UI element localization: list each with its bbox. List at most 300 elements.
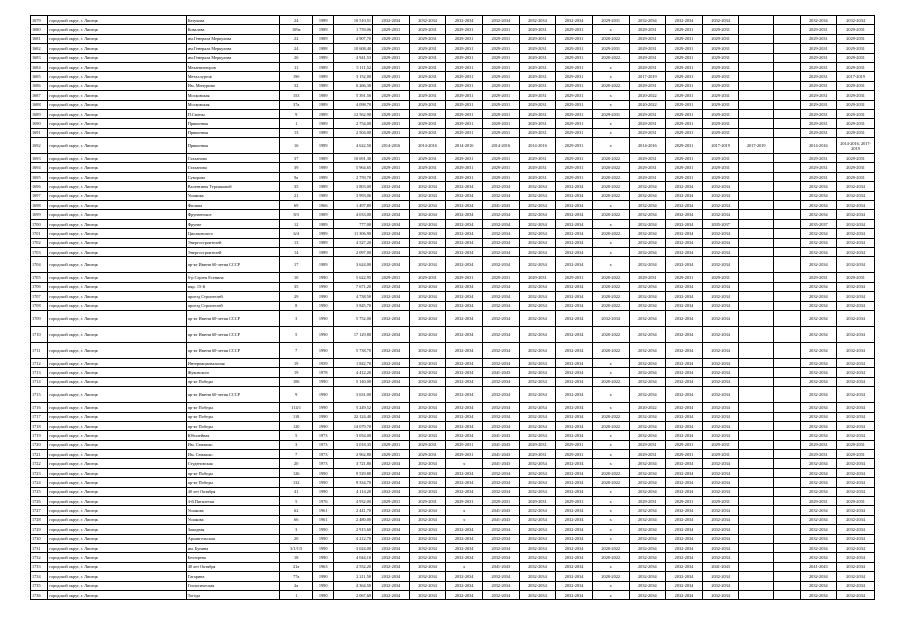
repair-period-cell <box>774 229 800 238</box>
repair-period-cell: х <box>592 590 629 599</box>
area-cell: 3 018,35 <box>334 440 373 449</box>
repair-period-cell: 2032-2034 <box>519 282 556 291</box>
repair-period-cell: 2032-2034 <box>702 377 739 386</box>
repair-period-cell: 2029-2031 <box>837 497 875 506</box>
repair-period-cell: 2029-2031 <box>629 273 666 282</box>
build-year-cell: 1989 <box>312 172 333 181</box>
house-number-cell: 19б <box>280 72 313 81</box>
repair-period-cell: 2020-2022 <box>592 163 629 172</box>
repair-period-cell: 2029-2031 <box>702 109 739 118</box>
repair-period-cell: 2029-2031 <box>482 119 519 128</box>
repair-period-cell: 2029-2031 <box>702 119 739 128</box>
street-cell: пр-кт Имени 60-летия СССР <box>186 257 280 273</box>
repair-period-cell: 2029-2031 <box>837 154 875 163</box>
table-row <box>31 534 875 543</box>
street-cell: Приконная <box>186 119 280 128</box>
house-number-cell: 106 <box>280 377 313 386</box>
row-number-cell: 1712 <box>31 358 48 367</box>
row-number-cell: 1725 <box>31 487 48 496</box>
repair-period-cell: 2032-2034 <box>519 292 556 301</box>
area-cell: 2 915,60 <box>334 525 373 534</box>
municipality-cell: городской округ, г. Липецк <box>48 72 186 81</box>
repair-period-cell: 2032-2034 <box>409 459 446 468</box>
repair-period-cell <box>774 81 800 90</box>
repair-period-cell <box>774 34 800 43</box>
table-row <box>31 342 875 358</box>
repair-period-cell: 2029-2031 <box>666 44 703 53</box>
table-row <box>31 515 875 524</box>
build-year-cell: 1989 <box>312 247 333 256</box>
repair-period-cell: 2041-2043 <box>482 431 519 440</box>
street-cell: им.Генерала Меркулова <box>186 53 280 62</box>
row-number-cell: 1732 <box>31 553 48 562</box>
repair-period-cell: 2029-2031 <box>666 119 703 128</box>
repair-period-cell: 2032-2034 <box>519 201 556 210</box>
repair-period-cell <box>739 53 774 62</box>
repair-period-cell: х <box>592 515 629 524</box>
house-number-cell: 3 <box>280 310 313 326</box>
house-number-cell: 17 <box>280 257 313 273</box>
repair-period-cell: 2032-2034 <box>519 342 556 358</box>
house-number-cell: 24 <box>280 16 313 25</box>
repair-period-cell: 2032-2034 <box>800 468 837 477</box>
repair-period-cell: 2029-2031 <box>556 138 593 154</box>
street-cell: Западная <box>186 525 280 534</box>
table-row <box>31 273 875 282</box>
repair-period-cell <box>774 450 800 459</box>
repair-period-cell: 2032-2034 <box>446 282 483 291</box>
repair-period-cell <box>774 53 800 62</box>
repair-period-cell: 2032-2034 <box>666 581 703 590</box>
area-cell: 17 129,80 <box>334 326 373 342</box>
repair-period-cell <box>774 478 800 487</box>
repair-period-cell: 2032-2034 <box>519 182 556 191</box>
table-row <box>31 358 875 367</box>
repair-period-cell <box>774 182 800 191</box>
house-number-cell: 3 <box>280 525 313 534</box>
table-row <box>31 238 875 247</box>
repair-period-cell: 2032-2034 <box>409 387 446 403</box>
table-row <box>31 154 875 163</box>
build-year-cell: 1989 <box>312 128 333 137</box>
repair-period-cell <box>774 238 800 247</box>
repair-period-cell: 2032-2034 <box>373 431 410 440</box>
repair-period-cell: 2029-2031 <box>837 163 875 172</box>
repair-period-cell: 2029-2031 <box>446 128 483 137</box>
repair-period-cell: 2029-2031 <box>800 81 837 90</box>
house-number-cell: 77а <box>280 572 313 581</box>
build-year-cell: 1989 <box>312 109 333 118</box>
table-row <box>31 247 875 256</box>
repair-period-cell: 2032-2034 <box>373 358 410 367</box>
repair-period-cell: 2020-2022 <box>592 468 629 477</box>
repair-period-cell: 2029-2031 <box>837 25 875 34</box>
repair-period-cell: 2032-2034 <box>482 468 519 477</box>
repair-period-cell: 2029-2031 <box>800 163 837 172</box>
repair-period-cell: 2014-2016 <box>409 138 446 154</box>
table-row <box>31 191 875 200</box>
area-cell: 4 033,00 <box>334 210 373 219</box>
repair-period-cell: 2032-2034 <box>409 238 446 247</box>
repair-period-cell: 2029-2031 <box>629 25 666 34</box>
repair-period-cell: 2020-2022 <box>592 412 629 421</box>
repair-period-cell: х <box>592 91 629 100</box>
municipality-cell: городской округ, г. Липецк <box>48 282 186 291</box>
repair-period-cell: 2029-2031 <box>482 497 519 506</box>
repair-period-cell <box>774 219 800 228</box>
repair-period-cell: х <box>446 506 483 515</box>
build-year-cell: 1966 <box>312 201 333 210</box>
house-number-cell: 9а <box>280 172 313 181</box>
repair-period-cell: 2032-2034 <box>837 292 875 301</box>
municipality-cell: городской округ, г. Липецк <box>48 358 186 367</box>
repair-period-cell: 2032-2034 <box>800 515 837 524</box>
area-cell: 2 759,70 <box>334 172 373 181</box>
repair-period-cell: 2032-2034 <box>373 487 410 496</box>
repair-period-cell: 2029-2031 <box>409 62 446 71</box>
repair-period-cell: 2041-2043 <box>702 562 739 571</box>
repair-period-cell <box>739 497 774 506</box>
area-cell: 4 527,20 <box>334 238 373 247</box>
build-year-cell: 1990 <box>312 478 333 487</box>
repair-period-cell: 2032-2034 <box>519 562 556 571</box>
repair-period-cell: 2032-2034 <box>666 534 703 543</box>
repair-period-cell: 2032-2034 <box>519 468 556 477</box>
repair-period-cell: 2029-2031 <box>373 273 410 282</box>
repair-period-cell: 2029-2031 <box>446 172 483 181</box>
table-row <box>31 91 875 100</box>
repair-period-cell: 2032-2034 <box>446 387 483 403</box>
row-number-cell: 1714 <box>31 377 48 386</box>
row-number-cell: 1723 <box>31 468 48 477</box>
row-number-cell: 1686 <box>31 81 48 90</box>
street-cell: 40 лет Октября <box>186 487 280 496</box>
build-year-cell: 1990 <box>312 572 333 581</box>
repair-period-cell: 2029-2031 <box>373 25 410 34</box>
repair-period-cell: 2029-2031 <box>373 450 410 459</box>
repair-period-cell: 2032-2034 <box>702 590 739 599</box>
house-number-cell: 39 <box>280 163 313 172</box>
repair-period-cell: 2032-2034 <box>556 525 593 534</box>
table-row <box>31 377 875 386</box>
repair-period-cell: 2032-2034 <box>666 292 703 301</box>
street-cell: пр-кт Имени 60-летия СССР <box>186 342 280 358</box>
repair-period-cell: 2029-2031 <box>409 81 446 90</box>
build-year-cell: 1990 <box>312 553 333 562</box>
repair-period-cell: 2032-2034 <box>629 326 666 342</box>
repair-period-cell: 2032-2034 <box>592 310 629 326</box>
repair-period-cell: 2032-2034 <box>702 553 739 562</box>
repair-period-cell: 2032-2034 <box>482 590 519 599</box>
row-number-cell: 1722 <box>31 459 48 468</box>
repair-period-cell: 2029-2031 <box>556 154 593 163</box>
street-cell: Московская <box>186 91 280 100</box>
repair-period-cell: 2020-2022 <box>592 292 629 301</box>
build-year-cell: 1989 <box>312 91 333 100</box>
repair-period-cell: 2032-2034 <box>666 282 703 291</box>
repair-period-cell: 2032-2034 <box>556 431 593 440</box>
repair-period-cell: 2032-2034 <box>837 229 875 238</box>
house-number-cell: 19 <box>280 358 313 367</box>
repair-period-cell: х <box>592 525 629 534</box>
repair-period-cell: 2032-2034 <box>629 301 666 310</box>
repair-period-cell: 2029-2031 <box>666 138 703 154</box>
table-row <box>31 368 875 377</box>
repair-period-cell: 2029-2031 <box>592 16 629 25</box>
municipality-cell: городской округ, г. Липецк <box>48 377 186 386</box>
repair-period-cell <box>774 515 800 524</box>
municipality-cell: городской округ, г. Липецк <box>48 497 186 506</box>
repair-period-cell: 2032-2034 <box>409 572 446 581</box>
repair-period-cell <box>774 534 800 543</box>
repair-period-cell: 2032-2034 <box>409 342 446 358</box>
repair-period-cell <box>739 515 774 524</box>
repair-period-cell: 2032-2034 <box>556 326 593 342</box>
repair-period-cell: 2032-2034 <box>800 421 837 430</box>
house-number-cell: 8 <box>280 301 313 310</box>
municipality-cell: городской округ, г. Липецк <box>48 62 186 71</box>
build-year-cell: 1989 <box>312 182 333 191</box>
repair-period-cell <box>739 238 774 247</box>
repair-period-cell <box>739 581 774 590</box>
repair-period-cell: 2029-2031 <box>519 72 556 81</box>
table-row <box>31 128 875 137</box>
repair-period-cell: 2029-2031 <box>373 119 410 128</box>
repair-period-cell: 2029-2031 <box>409 497 446 506</box>
repair-period-cell: 2029-2031 <box>482 172 519 181</box>
repair-period-cell: 2032-2034 <box>702 191 739 200</box>
house-number-cell: 5 <box>280 431 313 440</box>
house-number-cell: 16 <box>280 138 313 154</box>
repair-period-cell: 2032-2034 <box>482 282 519 291</box>
repair-period-cell <box>739 525 774 534</box>
repair-period-cell: 2029-2031 <box>702 497 739 506</box>
repair-period-cell: 2032-2034 <box>837 326 875 342</box>
area-cell: 5 391,50 <box>334 91 373 100</box>
repair-period-cell <box>774 273 800 282</box>
street-cell: им.Генерала Меркулова <box>186 34 280 43</box>
repair-period-cell: 2032-2034 <box>519 210 556 219</box>
repair-period-cell: 2032-2034 <box>409 292 446 301</box>
row-number-cell: 1736 <box>31 590 48 599</box>
row-number-cell: 1695 <box>31 172 48 181</box>
repair-period-cell: 2032-2034 <box>800 581 837 590</box>
area-cell: 1 739,06 <box>334 25 373 34</box>
repair-period-cell <box>739 342 774 358</box>
row-number-cell: 1694 <box>31 163 48 172</box>
repair-period-cell: 2032-2034 <box>556 257 593 273</box>
repair-period-cell: х <box>592 368 629 377</box>
street-cell: Стаханова <box>186 154 280 163</box>
repair-period-cell: 2032-2034 <box>666 182 703 191</box>
repair-period-cell <box>739 229 774 238</box>
repair-period-cell <box>739 450 774 459</box>
repair-period-cell: 2029-2031 <box>409 53 446 62</box>
repair-period-cell: 2017-2019 <box>837 72 875 81</box>
repair-period-cell <box>739 412 774 421</box>
house-number-cell: 22 <box>280 34 313 43</box>
repair-period-cell: 2029-2031 <box>373 91 410 100</box>
repair-period-cell: 2032-2034 <box>556 368 593 377</box>
repair-period-cell <box>774 581 800 590</box>
repair-period-cell: 2032-2034 <box>837 387 875 403</box>
area-cell: 4 738,50 <box>334 292 373 301</box>
house-number-cell: 5 <box>280 326 313 342</box>
repair-period-cell: 2029-2031 <box>629 172 666 181</box>
build-year-cell: 1989 <box>312 257 333 273</box>
build-year-cell: 1989 <box>312 72 333 81</box>
build-year-cell: 1989 <box>312 138 333 154</box>
repair-period-cell: 2032-2034 <box>373 282 410 291</box>
house-number-cell: 118 <box>280 412 313 421</box>
repair-period-cell: 2029-2031 <box>409 450 446 459</box>
row-number-cell: 1691 <box>31 128 48 137</box>
repair-period-cell: 2029-2031 <box>666 81 703 90</box>
repair-period-cell <box>739 506 774 515</box>
street-cell: им. Бунина <box>186 543 280 552</box>
repair-period-cell: 2032-2034 <box>666 326 703 342</box>
repair-period-cell: х <box>592 100 629 109</box>
repair-period-cell: 2032-2034 <box>702 581 739 590</box>
repair-period-cell: 2029-2031 <box>446 44 483 53</box>
house-number-cell: 21 <box>280 191 313 200</box>
municipality-cell: городской округ, г. Липецк <box>48 119 186 128</box>
street-cell: проезд Строителей <box>186 292 280 301</box>
repair-period-cell: 2032-2034 <box>519 581 556 590</box>
repair-period-cell: 2032-2034 <box>373 247 410 256</box>
repair-period-cell: 2029-2031 <box>800 62 837 71</box>
row-number-cell: 1724 <box>31 478 48 487</box>
repair-period-cell: 2029-2031 <box>482 128 519 137</box>
area-cell: 11 306,90 <box>334 229 373 238</box>
row-number-cell: 1716 <box>31 403 48 412</box>
repair-period-cell: 2029-2031 <box>409 273 446 282</box>
repair-period-cell <box>739 387 774 403</box>
repair-period-cell: 2032-2034 <box>666 201 703 210</box>
municipality-cell: городской округ, г. Липецк <box>48 310 186 326</box>
street-cell: Архангельская <box>186 534 280 543</box>
build-year-cell: 1990 <box>312 487 333 496</box>
area-cell: 3 721,80 <box>334 459 373 468</box>
street-cell: пр-кт Имени 60-летия СССР <box>186 387 280 403</box>
build-year-cell: 1990 <box>312 377 333 386</box>
repair-period-cell: 2032-2034 <box>800 342 837 358</box>
repair-period-cell: 2032-2034 <box>702 201 739 210</box>
repair-period-cell: 2032-2034 <box>409 581 446 590</box>
repair-period-cell: 2032-2034 <box>837 210 875 219</box>
repair-period-cell: 2029-2031 <box>666 62 703 71</box>
repair-period-cell: 2032-2034 <box>837 238 875 247</box>
row-number-cell: 1683 <box>31 53 48 62</box>
repair-period-cell: 2032-2034 <box>702 421 739 430</box>
municipality-cell: городской округ, г. Липецк <box>48 440 186 449</box>
repair-period-cell: 2032-2034 <box>519 590 556 599</box>
house-number-cell: 3 <box>280 440 313 449</box>
area-cell: 2 754,00 <box>334 119 373 128</box>
repair-period-cell: 2032-2034 <box>666 247 703 256</box>
repair-period-cell <box>739 81 774 90</box>
repair-period-cell: 2032-2034 <box>409 16 446 25</box>
municipality-cell: городской округ, г. Липецк <box>48 25 186 34</box>
repair-period-cell: 2020-2022 <box>629 91 666 100</box>
municipality-cell: городской округ, г. Липецк <box>48 459 186 468</box>
build-year-cell: 1976 <box>312 497 333 506</box>
repair-period-cell: 2032-2034 <box>629 431 666 440</box>
table-row <box>31 182 875 191</box>
repair-period-cell: 2029-2031 <box>373 497 410 506</box>
row-number-cell: 1699 <box>31 210 48 219</box>
municipality-cell: городской округ, г. Липецк <box>48 431 186 440</box>
repair-period-cell: 2032-2034 <box>837 478 875 487</box>
repair-period-cell: 2032-2034 <box>666 368 703 377</box>
repair-period-cell <box>774 525 800 534</box>
municipality-cell: городской округ, г. Липецк <box>48 581 186 590</box>
repair-period-cell: 2029-2031 <box>800 440 837 449</box>
row-number-cell: 1735 <box>31 581 48 590</box>
repair-period-cell: 2029-2031 <box>446 119 483 128</box>
repair-period-cell: 2029-2031 <box>837 53 875 62</box>
table-row <box>31 525 875 534</box>
build-year-cell: 1959 <box>312 358 333 367</box>
repair-period-cell: 2032-2034 <box>446 191 483 200</box>
repair-period-cell: 2032-2034 <box>666 229 703 238</box>
repair-period-cell: 2032-2034 <box>446 257 483 273</box>
repair-period-cell: 2029-2031 <box>556 172 593 181</box>
repair-period-cell: 2029-2031 <box>800 497 837 506</box>
repair-period-cell <box>774 282 800 291</box>
repair-period-cell: 2032-2034 <box>446 421 483 430</box>
repair-period-cell <box>739 257 774 273</box>
repair-period-cell: 2029-2031 <box>482 34 519 43</box>
repair-period-cell: 2032-2034 <box>446 403 483 412</box>
repair-period-cell: 2029-2031 <box>373 172 410 181</box>
repair-period-cell <box>774 368 800 377</box>
house-number-cell: 126 <box>280 468 313 477</box>
repair-period-cell: 2032-2034 <box>409 412 446 421</box>
repair-period-cell: 2032-2034 <box>702 257 739 273</box>
municipality-cell: городской округ, г. Липецк <box>48 572 186 581</box>
repair-period-cell: 2029-2031 <box>702 100 739 109</box>
repair-period-cell <box>774 44 800 53</box>
repair-period-cell: 2032-2034 <box>666 553 703 562</box>
repair-period-cell: 2032-2034 <box>800 326 837 342</box>
repair-period-cell: 2032-2034 <box>629 581 666 590</box>
area-cell: 10 691,30 <box>334 154 373 163</box>
repair-period-cell: 2032-2034 <box>446 201 483 210</box>
municipality-cell: городской округ, г. Липецк <box>48 543 186 552</box>
repair-period-cell: х <box>592 487 629 496</box>
repair-period-cell: 2032-2034 <box>556 590 593 599</box>
repair-period-cell: 2032-2034 <box>702 387 739 403</box>
municipality-cell: городской округ, г. Липецк <box>48 219 186 228</box>
area-cell: 4 622,50 <box>334 138 373 154</box>
repair-period-cell: 2032-2034 <box>482 292 519 301</box>
repair-period-cell: 2032-2034 <box>519 219 556 228</box>
build-year-cell: 1990 <box>312 468 333 477</box>
repair-period-cell: 2029-2031 <box>837 119 875 128</box>
house-number-cell: 24 <box>280 44 313 53</box>
table-row <box>31 72 875 81</box>
repair-period-cell: 2032-2034 <box>629 562 666 571</box>
repair-period-cell: 2032-2034 <box>482 301 519 310</box>
repair-period-cell: х <box>592 62 629 71</box>
house-number-cell: 153 <box>280 91 313 100</box>
repair-period-cell: 2032-2034 <box>373 525 410 534</box>
repair-period-cell <box>774 506 800 515</box>
repair-period-cell: 2032-2034 <box>482 478 519 487</box>
street-cell: Валентины Терешковой <box>186 182 280 191</box>
repair-period-cell: 2032-2034 <box>409 368 446 377</box>
